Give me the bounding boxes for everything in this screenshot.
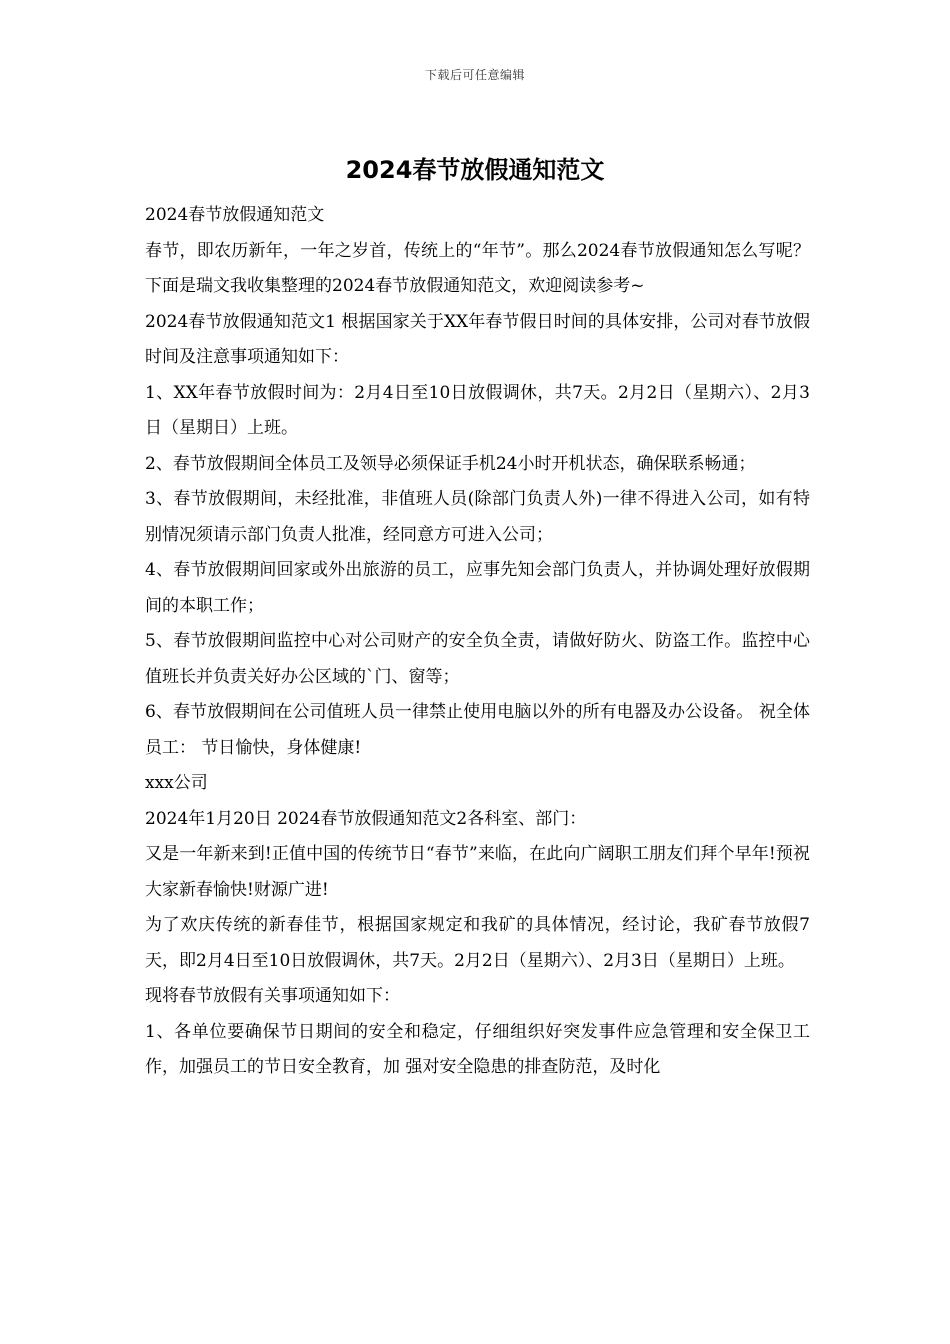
- paragraph: 为了欢庆传统的新春佳节，根据国家规定和我矿的具体情况，经讨论，我矿春节放假7天，即2月4日至10日放假调休，共7天。2月2日（星期六）、2月3日（星期日）上班。: [145, 915, 810, 971]
- paragraph: 4、春节放假期间回家或外出旅游的员工，应事先知会部门负责人，并协调处理好放假期间的本职工作；: [145, 560, 810, 616]
- document-body: [145, 198, 810, 1086]
- paragraph: 2024年1月20日 2024春节放假通知范文2各科室、部门：: [145, 808, 587, 829]
- paragraph: 春节，即农历新年，一年之岁首，传统上的“年节”。那么2024春节放假通知怎么写呢？下面是瑞文我收集整理的2024春节放假通知范文，欢迎阅读参考~: [145, 240, 810, 296]
- paragraph: 3、春节放假期间，未经批准，非值班人员(除部门负责人外)一律不得进入公司，如有特别情况须请示部门负责人批准，经同意方可进入公司；: [145, 489, 810, 545]
- paragraph: 5、春节放假期间监控中心对公司财产的安全负全责，请做好防火、防盗工作。监控中心值班长并负责关好办公区域的`门、窗等；: [145, 631, 810, 687]
- paragraph: xxx公司: [145, 773, 208, 793]
- paragraph: 又是一年新来到!正值中国的传统节日“春节”来临，在此向广阔职工朋友们拜个早年!预祝大家新春愉快!财源广进!: [145, 844, 810, 900]
- paragraph: 1、各单位要确保节日期间的安全和稳定，仔细组织好突发事件应急管理和安全保卫工作，加强员工的节日安全教育，加 强对安全隐患的排查防范，及时化: [145, 1021, 810, 1077]
- document-title: 2024春节放假通知范文: [345, 156, 605, 184]
- paragraph: 2024春节放假通知范文: [145, 205, 325, 225]
- paragraph: 1、XX年春节放假时间为：2月4日至10日放假调休，共7天。2月2日（星期六）、2月3日（星期日）上班。: [145, 382, 810, 438]
- paragraph: 2、春节放假期间全体员工及领导必须保证手机24小时开机状态，确保联系畅通；: [145, 453, 756, 474]
- page-header: 下载后可任意编辑: [424, 68, 525, 82]
- paragraph: 6、春节放假期间在公司值班人员一律禁止使用电脑以外的所有电器及办公设备。 祝全体员工： 节日愉快，身体健康!: [145, 702, 810, 758]
- paragraph: 现将春节放假有关事项通知如下：: [145, 986, 400, 1006]
- paragraph: 2024春节放假通知范文1 根据国家关于XX年春节假日时间的具体安排，公司对春节放假时间及注意事项通知如下：: [145, 311, 810, 367]
